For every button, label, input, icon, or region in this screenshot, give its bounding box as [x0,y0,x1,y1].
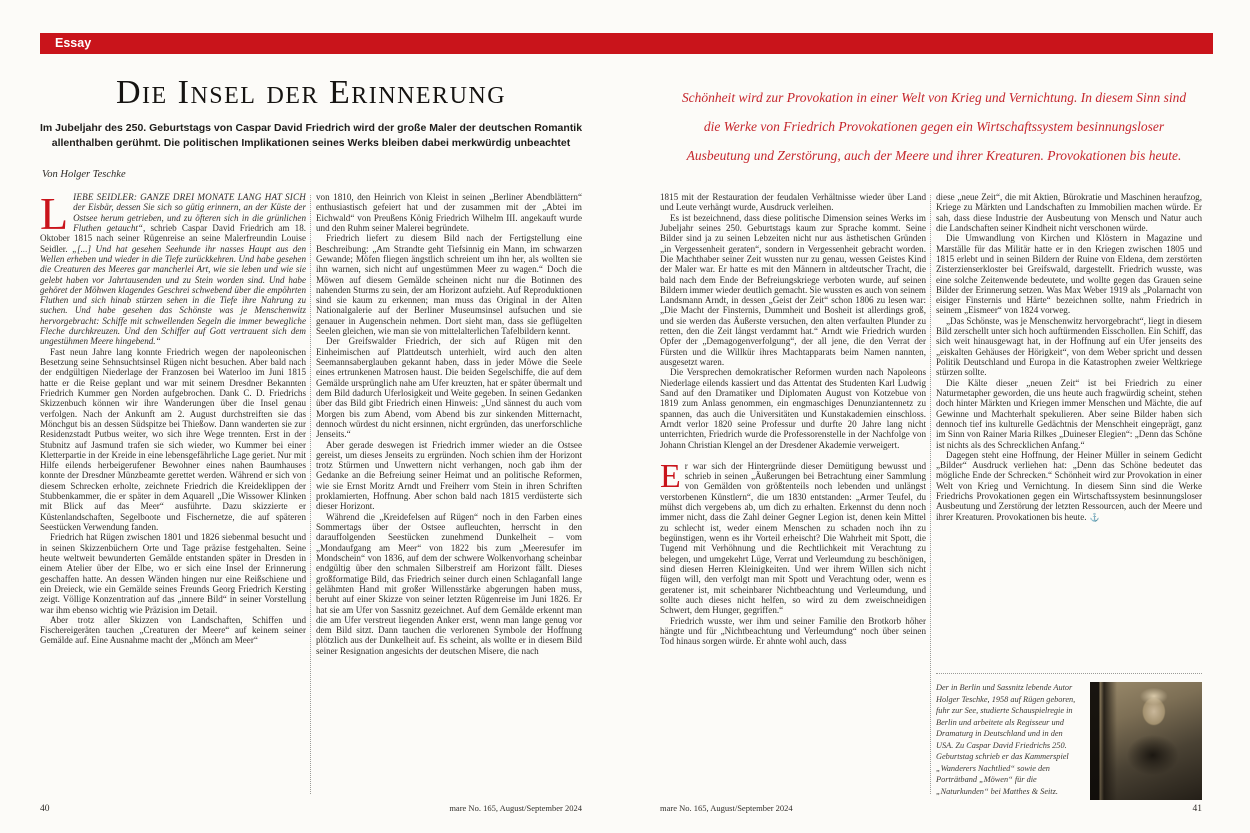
text-segment: Der Greifswalder Friedrich, der sich auf Rügen mit den Einheimischen auf Plattdeutsch unterhielt, wird auch den alten Seemannsaberglauben gekannt haben, dass in jeder Möwe die Seele eines ertrunkenen Matrosen haust. Die beiden Segelschiffe, die auf dem Gemälde ursprünglich nahe am Ufer kreuzten, hat er später übermalt und dem Bild dadurch Uferlosigkeit und Weite gegeben. In seinen Gedanken über das Bild gibt Friedrich einen Hinweis: „Und sännest du auch vom Morgen bis zum Abend, vom Abend bis zur sinkenden Mitternacht, dennoch würdest du nicht ersinnen, nicht ergründen, das unerforschliche Jenseits.“ [316,336,582,440]
text-segment: Friedrich hat Rügen zwischen 1801 und 1826 siebenmal besucht und in seinen Skizzenbüchern Orte und Tage präzise festgehalten. Seine heute weltweit bewunderten Gemälde entstanden später in Dresden in einem Atelier über der Elbe, wo er sich eine Insel der Erinnerung geschaffen hatte. An dessen Wänden hingen nur eine Reißschiene und ein Dreieck, wie ein Gemälde seines Freunds Georg Friedrich Kersting zeigt. Völlige Konzentration auf das „innere Bild“ in seiner Vorstellung war ihm ebenso wichtig wie Präzision im Detail. [40,532,306,615]
pull-quote-line: die Werke von Friedrich Provokationen gegen ein Wirtschaftssystem besinnungsloser [703,119,1165,134]
body-paragraph [316,336,582,439]
text-segment: schrieb Caspar David Friedrich am 18. Oktober 1815 nach seiner Rügenreise an seine Malerfreundin Louise Seidler. [40,222,306,254]
author-photo [1090,682,1202,800]
body-paragraph [40,347,306,533]
left-page-column-1 [40,192,306,802]
left-page-column-2 [316,192,582,802]
text-segment: 1815 mit der Restauration der feudalen Verhältnisse wieder über Land und Leute verhängt wurde, Ausdruck verleihen. [660,192,926,213]
body-paragraph [936,233,1202,316]
body-paragraph [660,367,926,450]
left-page-footer [40,803,582,814]
subtitle-line: allenthalben gerühmt. Die politischen Implikationen seines Werks bleiben dabei merkwürdig unbeachtet [51,137,571,149]
right-page-footer [660,803,1202,814]
right-page-column-2 [936,192,1202,802]
left-page-columns [40,192,582,802]
drop-cap: E [660,457,681,495]
body-paragraph [40,192,306,347]
article-end-mark-icon: ⚓ [1089,512,1100,522]
body-paragraph [660,616,926,647]
body-paragraph [40,615,306,646]
text-segment: „Das Schönste, was je Menschenwitz hervorgebracht“, liegt in diesem Bild zerschellt unter sich hoch auftürmenden Eisschollen. Ein Schiff, das sich weit hinausgewagt hat, in der Hoffnung auf ein Ufer jenseits des „eiskalten Gehäuses der Hörigkeit“, von dem Weber spricht und dessen Politik Deutschland und Europa in die Katastrophen zweier Weltkriege stürzen sollte. [936,315,1202,378]
subtitle [40,121,582,151]
text-segment: „[...] Und hat gesehen Seehunde ihr nasses Haupt aus den Wellen erheben und wieder in die Tiefe zurückkehren. Und habe gesehen die Creaturen des Meeres gar mancherlei Art, wie sie leben und wie sie gelebt haben vor Jahrtausenden und zu Stein worden sind. Und habe gehöret der Möhwen klagendes Geschrei schwebend über die empöhrten Fluthen und sich hinab stürzen sehen in die Tiefe ihre Nahrung zu suchen. Und habe gesehen das Schönste was je Menschenwitz hervorgebracht: Schiffe mit schwellenden Segeln die immer bewegliche Fleche durchkreuzen. Und den Schiffer auf Gott vertrauent sich dem ungestühmen Meere hingebend.“ [40,243,306,347]
text-segment: der Eisbär, dessen Sie sich so gütig erinnern, an der Küste der Ostsee herum getrieben, und zu öfteren sich in die grünlichen Fluthen getaucht“, [73,202,306,233]
drop-cap: L [40,192,69,239]
body-paragraph [316,192,582,233]
body-paragraph [660,192,926,213]
page-title: Die Insel der Erinnerung [115,74,507,111]
text-segment: Während die „Kreidefelsen auf Rügen“ noch in den Farben eines Sommertags über der Ostsee aufleuchten, herrscht in den darauffolgenden Seestücken zunehmend Dunkelheit – vom „Mondaufgang am Meer“ von 1822 bis zum „Meeresufer im Mondschein“ von 1836, auf dem der schwere Wolkenvorhang scheinbar endgültig über den schmalen Silberstreif am Horizont fällt. Dieses großformatige Bild, das Friedrich seiner durch einen Schlaganfall lange gelähmten Hand mit großer Willensstärke abgerungen haben muss, beruht auf einer Skizze von seiner letzten Rügenreise im Juni 1826. Er hat sie am Ufer von Sassnitz gezeichnet. Auf dem Gemälde erkennt man die am Ufer verstreut liegenden Anker erst, wenn man lange genug vor dem Bild sitzt. Dann tauchen die verlorenen Symbole der Hoffnung plötzlich aus der Dunkelheit auf. Es scheint, als wollte er in diesem Bild seiner Resignation angesichts der deutschen Misere, die nach [316,511,582,656]
body-paragraph [936,378,1202,450]
text-segment: diese „neue Zeit“, die mit Aktien, Bürokratie und Maschinen heraufzog, Kriege zu Märkten und Landschaften zu Immobilien machen würde. Er sah, dass diese Industrie der Ausbeutung von Mensch und Natur auch die Landschaften seiner Kindheit nicht verschonen würde. [936,192,1202,233]
body-paragraph [40,532,306,615]
essay-tag-bar [40,33,1213,54]
magazine-issue-line: mare No. 165, August/September 2024 [660,803,793,813]
text-segment: Die Umwandlung von Kirchen und Klöstern in Magazine und Marställe für das Militär hatte er in den Kriegen zwischen 1805 und 1815 erlebt und in seinen Bildern der Ruine von Eldena, dem zerstörten Zisterzienserkloster bei Greifswald, dargestellt. Friedrich wusste, was eine solche Zeitenwende bedeutete, und wollte gegen das Grauen seine Bilder der Erinnerung setzen. Was Max Weber 1919 als „Polarnacht von eisiger Finsternis und Härte“ bezeichnen sollte, nahm Friedrich in seinem „Eismeer“ von 1824 vorweg. [936,233,1202,316]
text-segment: von 1810, den Heinrich von Kleist in seinen „Berliner Abendblättern“ enthusiastisch gefeiert hat und der zusammen mit der „Abtei im Eichwald“ von Preußens König Friedrich Wilhelm III. angekauft wurde und den Ruhm seiner Malerei begründete. [316,192,582,233]
magazine-issue-line: mare No. 165, August/September 2024 [449,803,582,813]
body-paragraph [936,192,1202,233]
right-page-column-1 [660,192,926,802]
body-paragraph [936,450,1202,523]
body-paragraph [316,233,582,336]
text-segment: Friedrich wusste, wer ihm und seiner Familie den Brotkorb höher hängte und für „Nichtbeachtung und Verleumdung“ noch über seinen Tod hinaus sorgen würde. Er ahnte wohl auch, dass [660,615,926,647]
column-divider [310,195,311,794]
body-paragraph [316,512,582,656]
body-paragraph [660,213,926,368]
pull-quote-line: Schönheit wird zur Provokation in einer Welt von Krieg und Vernichtung. In diesem Sinn sind [681,90,1187,105]
page-number: 40 [40,804,50,814]
pull-quote-line: Ausbeutung und Zerstörung, auch der Meere und ihrer Kreaturen. Provokationen bis heute. [686,148,1182,163]
text-segment: Friedrich liefert zu diesem Bild nach der Fertigstellung eine Beschreibung: „Am Strandte geht Tiefsinnig ein Mann, im schwarzen Gewande; Möfen fliegen ängstlich schreient um ihn her, als wollten sie ihn warnen, sich nicht auf ungestümmen Meer zu wagen.“ Doch die Möwen auf diesem Gemälde scheinen nicht nur die Botinnen des nahenden Sturms zu sein, der am Horizont aufzieht. Auf Reproduktionen sind sie kaum zu erkennen; man muss das Original in der Alten Nationalgalerie auf der Berliner Museumsinsel aufsuchen und sie genauer in Augenschein nehmen. Dort sieht man, dass sie geflügelten Seelen gleichen, wie man sie von mittelalterlichen Tafelbildern kennt. [316,233,582,337]
text-segment: Dagegen steht eine Hoffnung, der Heiner Müller in seinem Gedicht „Bilder“ Ausdruck verliehen hat: „Denn das Schöne bedeutet das mögliche Ende der Schrecken.“ Schönheit wird zur Provokation in einer Welt von Krieg und Vernichtung. In diesem Sinn sind die Werke Friedrichs Provokationen gegen ein Wirtschaftssystem besinnungsloser Ausbeutung und Zerstörung der letzten Ressourcen, auch der Meere und ihrer Kreaturen. Provokationen bis heute. [936,449,1202,522]
text-segment: Die Versprechen demokratischer Reformen wurden nach Napoleons Niederlage eilends kassiert und das Attentat des Studenten Karl Ludwig Sand auf den Dramatiker und Diplomaten August von Kotzebue von 1819 zum Anlass genommen, ein engmaschiges Denunziantennetz zu spannen, das auch die Universitäten und Kunstakademien einschloss. Arndt verlor 1820 seine Professur und durfte 20 Jahre lang nicht unterrichten, Friedrich wurde die Professorenstelle in der Nachfolge von Johann Christian Klengel an der Dresdener Akademie verweigert. [660,367,926,450]
byline: Von Holger Teschke [42,169,126,180]
body-paragraph [660,457,926,616]
right-page-columns [660,192,1202,802]
body-paragraph [316,440,582,512]
section-label: Essay [55,36,92,50]
text-segment: Die Kälte dieser „neuen Zeit“ ist bei Friedrich zu einer Naturmetapher geworden, die uns heute auch fragwürdig scheint, stehen doch hinter Märkten und Kriegen immer Menschen und Mächte, die auf Gewinne und Machterhalt spekulieren. Aber seine Bilder haben sich dennoch tief ins kulturelle Gedächtnis der Menschheit eingeprägt, ganz im Sinn von Rainer Maria Rilkes „Duineser Elegien“: „Denn das Schöne ist nichts als des Schrecklichen Anfang.“ [936,377,1202,450]
body-paragraph [936,316,1202,378]
author-bio-row [936,673,1202,800]
text-segment: Es ist bezeichnend, dass diese politische Dimension seines Werks im Jubeljahr seines 250. Geburtstags kaum zur Sprache kommt. Seine Bilder sind ja zu seinen Lebzeiten nicht nur aus ästhetischen Gründen „in Vergessenheit geraten“, sondern in Vergessenheit gebracht worden. Die Machthaber seiner Zeit wussten nur zu genau, wessen Geistes Kind der Maler war. Er hatte es mit den Männern in altdeutscher Tracht, die bald nach dem Ende der Befreiungskriege verboten wurde, auf seinen Bildern immer wieder deutlich gemacht. Sie wussten es auch von seinem Landsmann Arndt, in dessen „Geist der Zeit“ schon 1806 zu lesen war: „Die Macht der Finsternis, Dummheit und Bosheit ist allerdings groß, und sie werden das Äußerste versuchen, den alten verfaulten Plunder zu retten, den die Zeit längst verdammt hat.“ Arndt wie Friedrich wurden Opfer der „Demagogenverfolgung“, der all jene, die den Verrat der Fürsten und die Willkür ihres Machtapparats beim Namen nannten, ausgesetzt waren. [660,212,926,367]
text-segment: IEBE SEIDLER: GANZE DREI MONATE LANG HAT SICH [73,192,306,202]
pull-quote [655,83,1213,170]
page-number: 41 [1192,804,1202,814]
author-bio: Der in Berlin und Sassnitz lebende Autor Holger Teschke, 1958 auf Rügen geboren, fuhr zur See, studierte Schauspielregie in Berlin und arbeitete als Regisseur und Dramaturg in Deutschland und in den USA. Zu Caspar David Friedrichs 250. Geburtstag schrieb er das Kammerspiel „Wanderers Nachtlied“ sowie den Porträtband „Möwen“ für die „Naturkunden“ bei Matthes & Seitz. [936,683,1076,796]
text-segment: Aber trotz aller Skizzen von Landschaften, Schiffen und Fischereigeräten tauchen „Creaturen der Meere“ auf keinem seiner Gemälde auf. Eine Ausnahme macht der „Mönch am Meer“ [40,614,306,646]
text-segment: Aber gerade deswegen ist Friedrich immer wieder an die Ostsee gereist, um dieses Jenseits zu ergründen. Noch schien ihm der Horizont trotz Stürmen und Unwettern nicht verhangen, noch gab ihm der Gedanke an die Befreiung seiner Heimat und an politische Reformen, wie sie Ernst Moritz Arndt und Freiherr vom Stein in ihren Schriften proklamierten, Hoffnung. Aber schon bald nach 1815 verdüsterte sich dieser Horizont. [316,439,582,512]
text-segment: Fast neun Jahre lang konnte Friedrich wegen der napoleonischen Besetzung seine Sehnsuchtsinsel Rügen nicht besuchen. Aber bald nach der endgültigen Niederlage der Franzosen bei Waterloo im Juni 1815 hatte er die Reise geplant und war mit seinem Dresdner Bekannten Friedrich Kummer gen Norden aufgebrochen. Dank C. D. Friedrichs Skizzenbuch können wir ihre Wanderungen über die Insel genau verfolgen. Nach der Ankunft am 2. August durchstreiften sie das Mönchgut bis an dessen Südspitze bei Thießow. Dann wanderten sie zur Residenzstadt Putbus weiter, wo sich ihre Wege trennten. Erst in der Stubnitz auf Jasmund trafen sie sich wieder, wo Kummer bei einer Kletterpartie in der Kreide in eine lebensgefährliche Lage geriet. Nur mit Hilfe eilends herbeigerufener Bewohner eines nahen Baumhauses konnte der Dresdner Münzbeamte gerettet werden. Während er sich von diesem Schrecken erholte, zeichnete Friedrich die Kreideklippen der Stubbenkammer, die er später in dem Aquarell „Die Wissower Klinken mit Blick auf das Meer“ ausführte. Dazu skizzierte er Küstenlandschaften, Segelboote und Fischernetze, die auf späteren Seestücken Verwendung fanden. [40,346,306,532]
column-divider [930,195,931,794]
subtitle-line: Im Jubeljahr des 250. Geburtstags von Caspar David Friedrich wird der große Maler der deutschen Romantik [40,122,583,134]
text-segment: r war sich der Hintergründe dieser Demütigung bewusst und schrieb in seinen „Äußerungen bei Betrachtung einer Sammlung von Gemälden von größtenteils noch lebenden und unlängst verstorbenen Künstlern“, die um 1830 entstanden: „Armer Teufel, du mühst dich vergebens ab, um dich zu erhalten. Erkennst du denn noch immer nicht, dass die Zahl deiner Gegner Legion ist, denen kein Mittel zu schlecht ist, weder einem Menschen zu schaden noch ihn zu begünstigen, wenn es ihr Vorteil erheischt? Die Wahrheit mit Spott, die Tugend mit Verhöhnung und die Rechtlichkeit mit Verachtung zu belegen, und umgekehrt Lüge, Verrat und Verleumdung zu beschönigen, sind diesen Herren Kleinigkeiten. Und wer ihrem Willen sich nicht fügen will, den verfolgt man mit Spott und Verachtung oder, wenn es geratener ist, mit scheinbarer Nichtbeachtung und Verleumdung, und sollte auch dieses nicht helfen, so wird zu dem zweischneidigen Schwert, dem Hunger, gegriffen.“ [660,460,926,616]
